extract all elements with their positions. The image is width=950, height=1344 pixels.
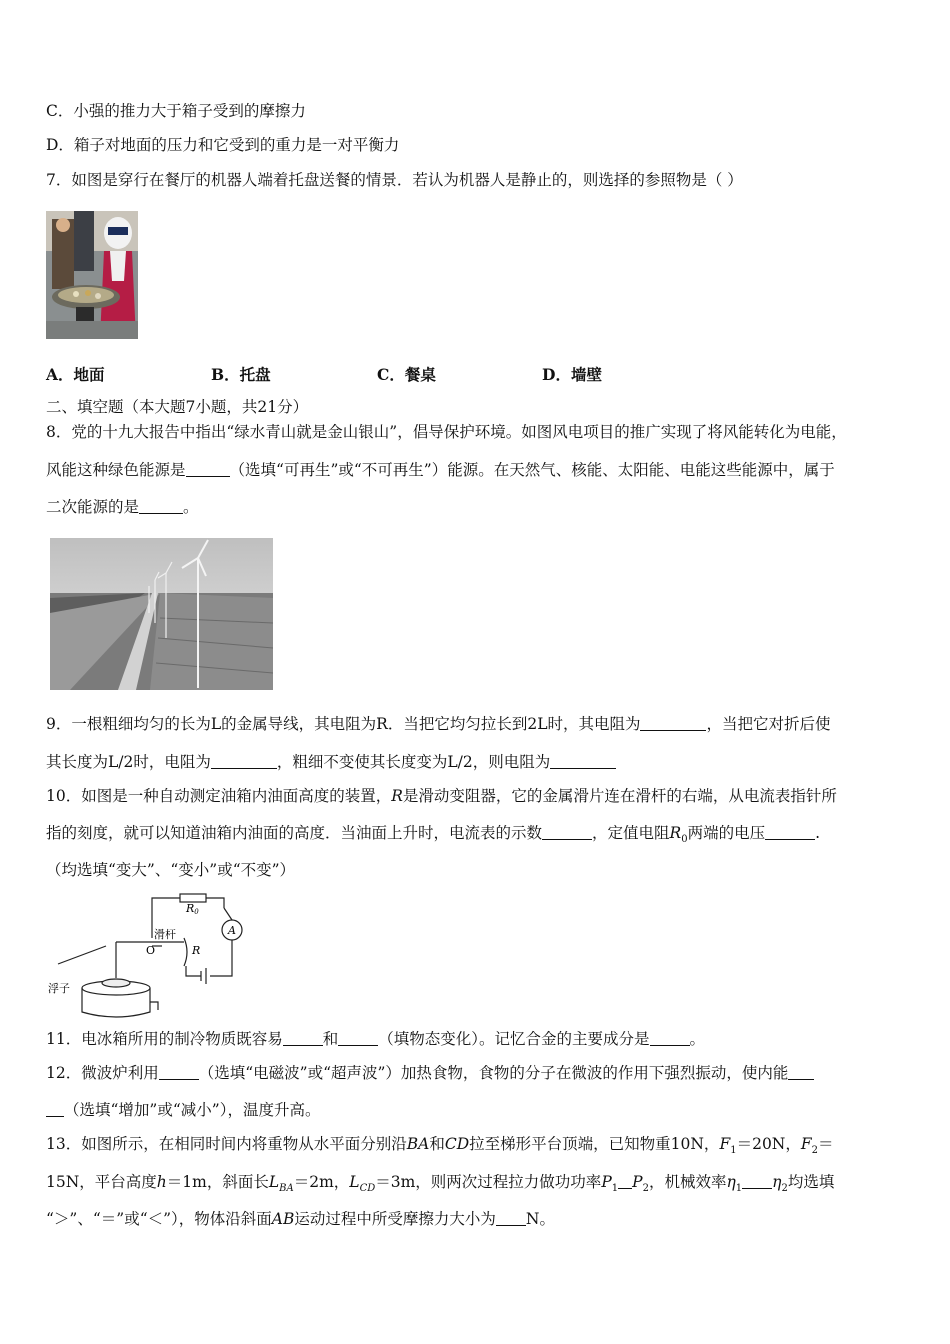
- wind-farm-photo: [50, 538, 273, 690]
- float-label: 浮子: [48, 982, 70, 995]
- answer-blank[interactable]: [742, 1173, 772, 1189]
- q13-line2: 15N，平台高度h＝1m，斜面长$L_{BA}=2m$，$L_{CD}=3m$，则两次过程拉力做功功率$P_1$ $P_2$，机械效率$\eta_1$ $\eta_2$均选填: [46, 1173, 835, 1195]
- q6-option-d: D．箱子对地面的压力和它受到的重力是一对平衡力: [46, 136, 400, 154]
- answer-blank[interactable]: [186, 461, 230, 477]
- q10-line1: 10．如图是一种自动测定油箱内油面高度的装置，R是滑动变阻器，它的金属滑片连在滑杆的右端，从电流表指针所: [46, 787, 837, 805]
- answer-blank[interactable]: [650, 1030, 690, 1046]
- q12-line1: 12．微波炉利用 （选填“电磁波”或“超声波”）加热食物，食物的分子在微波的作用下强烈振动，使内能: [46, 1063, 814, 1083]
- answer-blank[interactable]: [765, 824, 815, 840]
- q7-option-b: B．托盘: [211, 365, 271, 384]
- answer-blank[interactable]: [496, 1210, 526, 1226]
- q11-line: 11．电冰箱所用的制冷物质既容易 和 （填物态变化）。记忆合金的主要成分是 。: [46, 1030, 706, 1048]
- q10-line2: 指的刻度，就可以知道油箱内油面的高度．当油面上升时，电流表的示数 ，定值电阻$R_0$两端的电压 .: [46, 824, 821, 846]
- q7-option-a: A．地面: [46, 365, 105, 384]
- q8-line1: 8．党的十九大报告中指出“绿水青山就是金山银山”，倡导保护环境。如图风电项目的推广实现了将风能转化为电能，: [46, 423, 847, 441]
- q9-line2: 其长度为L/2时，电阻为 ，粗细不变使其长度变为L/2，则电阻为: [46, 752, 616, 772]
- answer-blank[interactable]: [46, 1101, 64, 1117]
- q6-option-c: C．小强的推力大于箱子受到的摩擦力: [46, 102, 306, 120]
- robot-waiter-photo: [46, 211, 138, 339]
- pivot-label: O: [146, 944, 156, 957]
- answer-blank[interactable]: [788, 1064, 814, 1080]
- answer-blank[interactable]: [618, 1173, 632, 1189]
- rod-label: 滑杆: [154, 928, 176, 941]
- oil-gauge-circuit-diagram: [46, 890, 251, 1018]
- answer-blank[interactable]: [542, 824, 592, 840]
- q8-line3: 二次能源的是 。: [46, 498, 199, 516]
- q13-line3: “＞”、“＝”或“＜”），物体沿斜面AB运动过程中所受摩擦力大小为 N。: [46, 1210, 555, 1228]
- rheostat-label: R: [192, 944, 201, 957]
- answer-blank[interactable]: [640, 715, 706, 731]
- ammeter-label: A: [228, 924, 236, 937]
- q7-option-d: D．墙壁: [542, 365, 602, 384]
- q13-line1: 13．如图所示，在相同时间内将重物从水平面分别沿BA和CD拉至梯形平台顶端，已知物重10N，$F_1=20N$，$F_2=$: [46, 1135, 834, 1157]
- q10-line3: （均选填“变大”、“变小”或“不变”）: [46, 861, 296, 879]
- q7-stem: 7．如图是穿行在餐厅的机器人端着托盘送餐的情景．若认为机器人是静止的，则选择的参照物是（ ）: [46, 171, 743, 189]
- q12-line2: （选填“增加”或“减小”），温度升高。: [46, 1100, 320, 1120]
- resistor-r0-label: R0: [186, 902, 199, 916]
- q7-option-c: C．餐桌: [377, 365, 436, 384]
- answer-blank[interactable]: [283, 1030, 323, 1046]
- answer-blank[interactable]: [211, 753, 277, 769]
- answer-blank[interactable]: [159, 1064, 199, 1080]
- section-heading: 二、填空题（本大题7小题，共21分）: [46, 398, 309, 416]
- answer-blank[interactable]: [338, 1030, 378, 1046]
- answer-blank[interactable]: [139, 498, 183, 514]
- q8-line2: 风能这种绿色能源是 （选填“可再生”或“不可再生”）能源。在天然气、核能、太阳能、电能这些能源中，属于: [46, 461, 835, 479]
- q9-line1: 9．一根粗细均匀的长为L的金属导线，其电阻为R．当把它均匀拉长到2L时，其电阻为 ，当把它对折后使: [46, 715, 831, 733]
- answer-blank[interactable]: [550, 753, 616, 769]
